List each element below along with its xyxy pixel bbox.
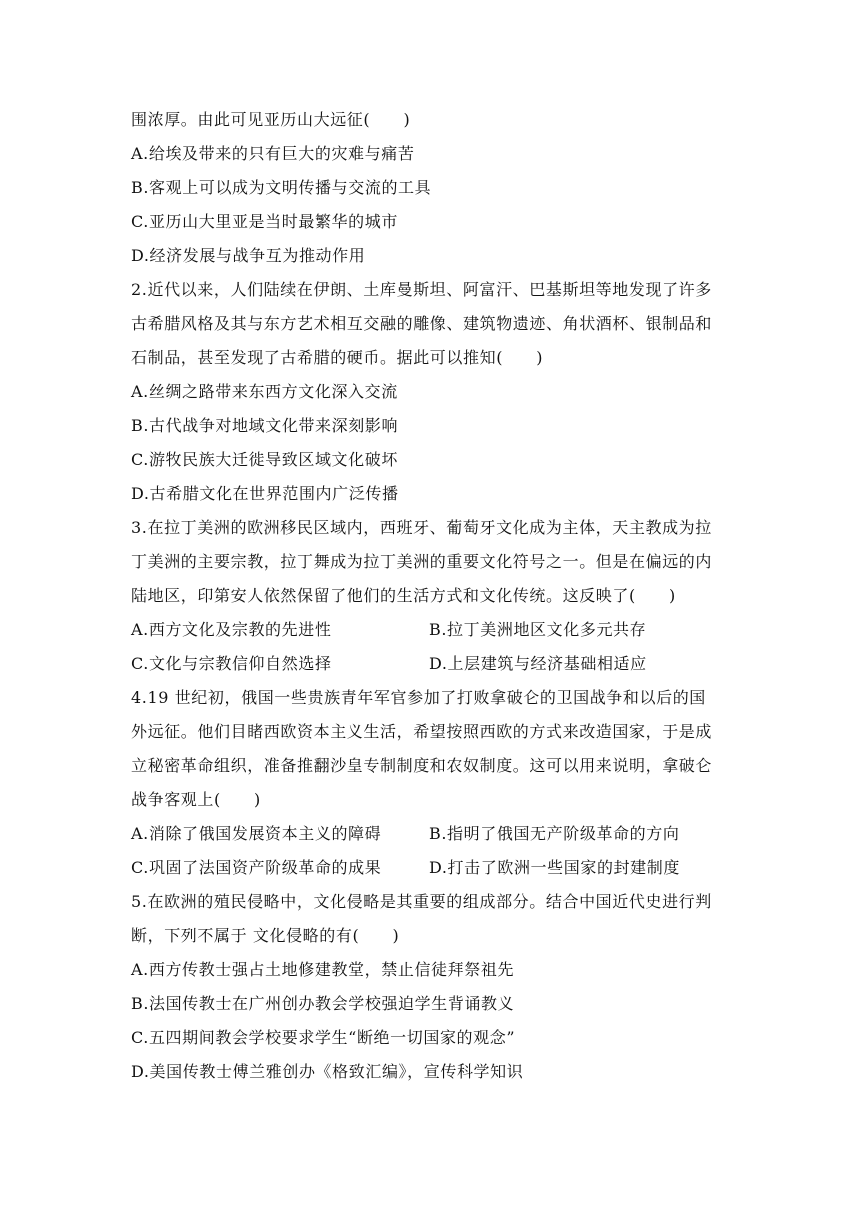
option-b: B.法国传教士在广州创办教会学校强迫学生背诵教义 [131, 994, 515, 1013]
question-stem-line: 4.19 世纪初，俄国一些贵族青年军官参加了打败拿破仑的卫国战争和以后的国 [131, 688, 706, 707]
question-stem-line: 立秘密革命组织，准备推翻沙皇专制制度和农奴制度。这可以用来说明，拿破仑 [131, 756, 713, 775]
option-b: B.古代战争对地域文化带来深刻影响 [131, 416, 399, 435]
question-stem-line: 断，下列不属于 文化侵略的有( ) [131, 926, 400, 945]
option-d: D.上层建筑与经济基础相适应 [429, 654, 647, 673]
option-b: B.客观上可以成为文明传播与交流的工具 [131, 178, 432, 197]
option-c: C.文化与宗教信仰自然选择 [131, 654, 332, 673]
question-5 [131, 885, 751, 1089]
question-stem-line: 2.近代以来，人们陆续在伊朗、土库曼斯坦、阿富汗、巴基斯坦等地发现了许多 [131, 280, 712, 299]
option-a: A.消除了俄国发展资本主义的障碍 [131, 824, 382, 843]
option-d: D.打击了欧洲一些国家的封建制度 [429, 858, 680, 877]
question-stem-line: 陆地区，印第安人依然保留了他们的生活方式和文化传统。这反映了( ) [131, 586, 676, 605]
option-b: B.指明了俄国无产阶级革命的方向 [429, 824, 680, 843]
option-a: A.西方传教士强占土地修建教堂，禁止信徒拜祭祖先 [131, 960, 515, 979]
question-stem-line: 古希腊风格及其与东方艺术相互交融的雕像、建筑物遗迹、角状酒杯、银制品和 [131, 314, 713, 333]
question-stem-line: 丁美洲的主要宗教，拉丁舞成为拉丁美洲的重要文化符号之一。但是在偏远的内 [131, 552, 713, 571]
option-c: C.亚历山大里亚是当时最繁华的城市 [131, 212, 398, 231]
option-row [131, 817, 751, 851]
option-row [131, 647, 751, 681]
option-a: A.给埃及带来的只有巨大的灾难与痛苦 [131, 144, 415, 163]
question-3 [131, 511, 751, 681]
question-2 [131, 273, 751, 511]
option-d: D.古希腊文化在世界范围内广泛传播 [131, 484, 399, 503]
question-stem-line: 3.在拉丁美洲的欧洲移民区域内，西班牙、葡萄牙文化成为主体，天主教成为拉 [131, 518, 712, 537]
option-row [131, 851, 751, 885]
question-stem-line: 围浓厚。由此可见亚历山大远征( ) [131, 110, 411, 129]
option-a: A.西方文化及宗教的先进性 [131, 620, 332, 639]
question-stem-line: 战争客观上( ) [131, 790, 261, 809]
question-1-tail [131, 103, 751, 273]
option-c: C.五四期间教会学校要求学生“断绝一切国家的观念” [131, 1028, 516, 1047]
question-stem-line: 5.在欧洲的殖民侵略中，文化侵略是其重要的组成部分。结合中国近代史进行判 [131, 892, 712, 911]
option-row [131, 613, 751, 647]
option-d: D.经济发展与战争互为推动作用 [131, 246, 366, 265]
question-stem-line: 石制品，甚至发现了古希腊的硬币。据此可以推知( ) [131, 348, 544, 367]
option-d: D.美国传教士傅兰雅创办《格致汇编》，宣传科学知识 [131, 1062, 524, 1081]
question-4 [131, 681, 751, 885]
option-c: C.游牧民族大迁徙导致区域文化破坏 [131, 450, 398, 469]
option-a: A.丝绸之路带来东西方文化深入交流 [131, 382, 398, 401]
question-stem-line: 外远征。他们目睹西欧资本主义生活，希望按照西欧的方式来改造国家，于是成 [131, 722, 713, 741]
question-list [131, 103, 751, 1089]
option-b: B.拉丁美洲地区文化多元共存 [429, 620, 647, 639]
option-c: C.巩固了法国资产阶级革命的成果 [131, 858, 382, 877]
